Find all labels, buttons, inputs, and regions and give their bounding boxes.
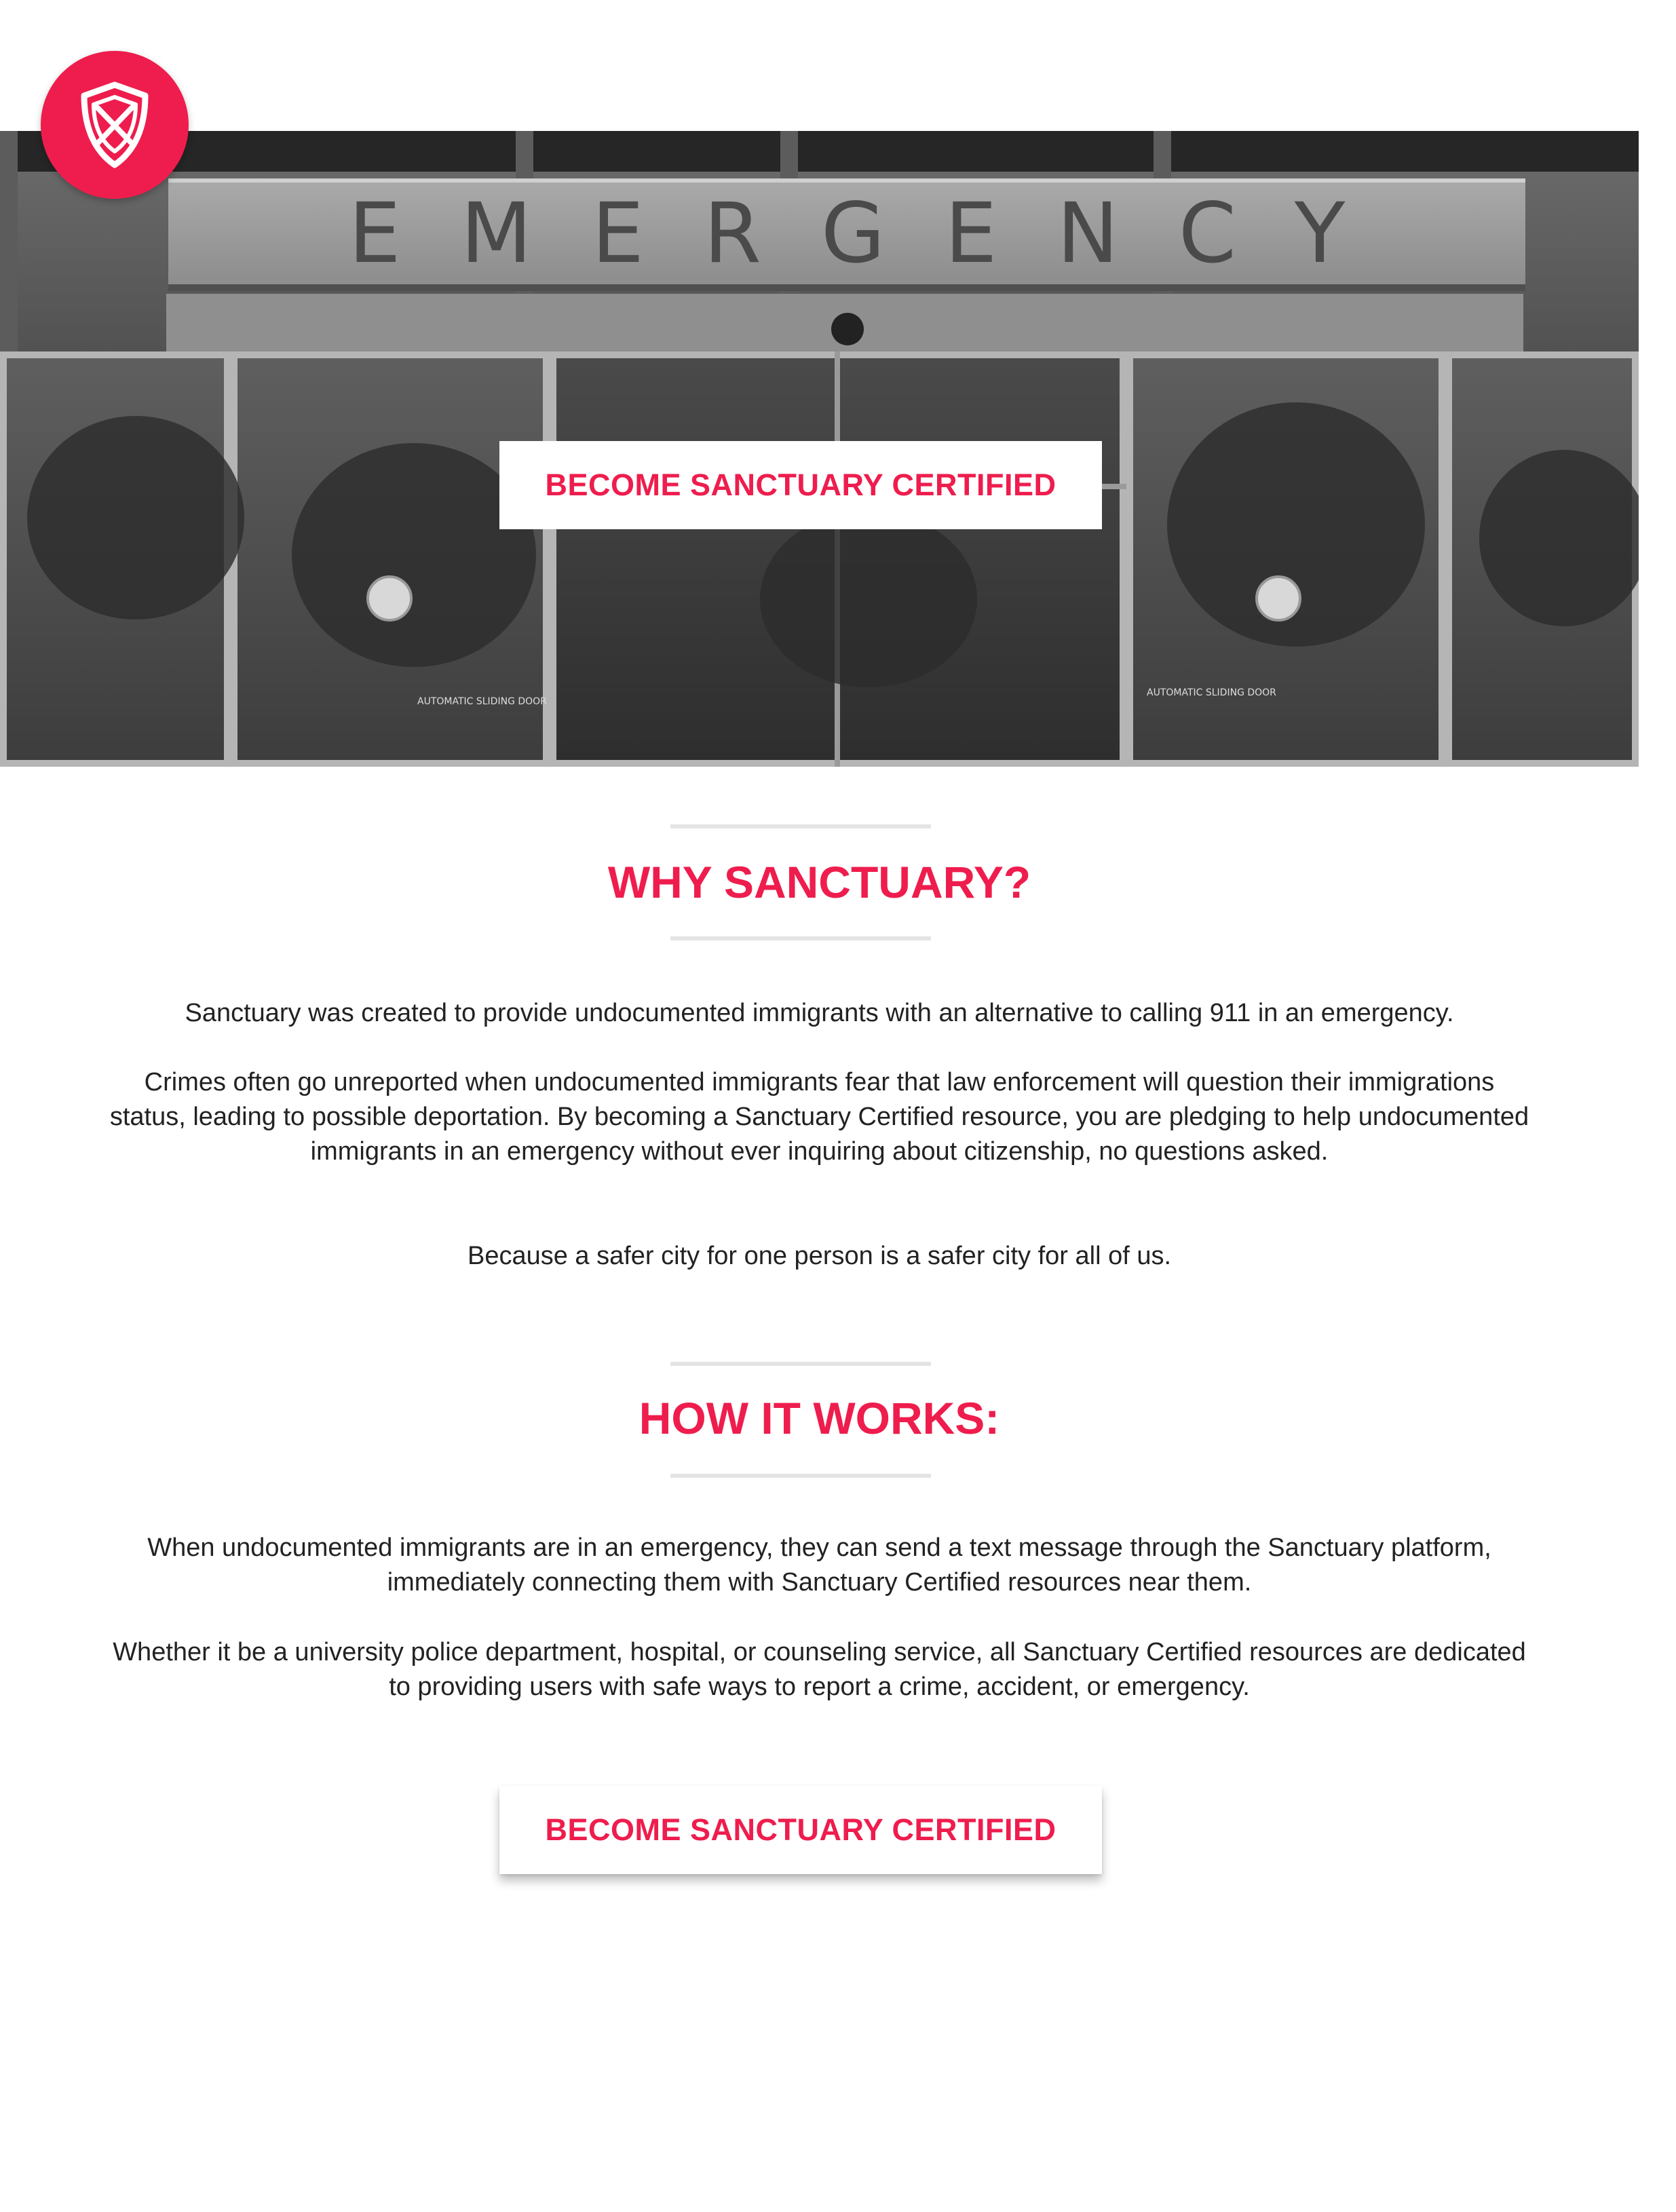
why-paragraph-2: Crimes often go unreported when undocumented immigrants fear that law enforcement will question their immigrations status, leading to possible deportation. By becoming a Sanctuary Certified resource, you are pledging to help undocumented immigrants in an emergency without ever inquiring about citizenship, no questions asked. bbox=[109, 1068, 1529, 1166]
how-paragraph-2: Whether it be a university police department, hospital, or counseling service, all Sanctuary Certified resources are dedicated to providing users with safe ways to report a crime, accident, or emergency. bbox=[113, 1638, 1526, 1701]
tree-reflection bbox=[27, 416, 244, 619]
emergency-sign bbox=[168, 178, 1525, 291]
door-label: AUTOMATIC SLIDING DOOR bbox=[1147, 687, 1276, 698]
awning bbox=[0, 131, 1639, 172]
why-paragraph-1: Sanctuary was created to provide undocumented immigrants with an alternative to calling 911 in an emergency. bbox=[185, 999, 1454, 1027]
logo[interactable] bbox=[41, 51, 189, 199]
shield-x-icon bbox=[77, 81, 152, 169]
become-certified-hero-button[interactable]: BECOME SANCTUARY CERTIFIED bbox=[499, 441, 1102, 529]
divider bbox=[670, 936, 931, 940]
divider bbox=[670, 1474, 931, 1478]
security-camera-icon bbox=[831, 313, 864, 345]
become-certified-footer-button[interactable]: BECOME SANCTUARY CERTIFIED bbox=[499, 1786, 1102, 1874]
divider bbox=[670, 824, 931, 828]
divider bbox=[670, 1362, 931, 1366]
how-it-works-heading: HOW IT WORKS: bbox=[639, 1393, 1000, 1443]
tree-reflection bbox=[1479, 450, 1639, 626]
door-label: AUTOMATIC SLIDING DOOR bbox=[417, 696, 547, 707]
door-warning-decal-icon bbox=[1255, 575, 1301, 622]
tree-reflection bbox=[760, 511, 977, 687]
how-paragraph-1: When undocumented immigrants are in an emergency, they can send a text message through the Sanctuary platform, immediately connecting them with Sanctuary Certified resources near them. bbox=[147, 1533, 1491, 1597]
why-sanctuary-heading: WHY SANCTUARY? bbox=[607, 857, 1031, 907]
emergency-sign-text: EMERGENCY bbox=[348, 185, 1405, 282]
door-warning-decal-icon bbox=[366, 575, 413, 622]
why-paragraph-3: Because a safer city for one person is a safer city for all of us. bbox=[467, 1242, 1172, 1270]
